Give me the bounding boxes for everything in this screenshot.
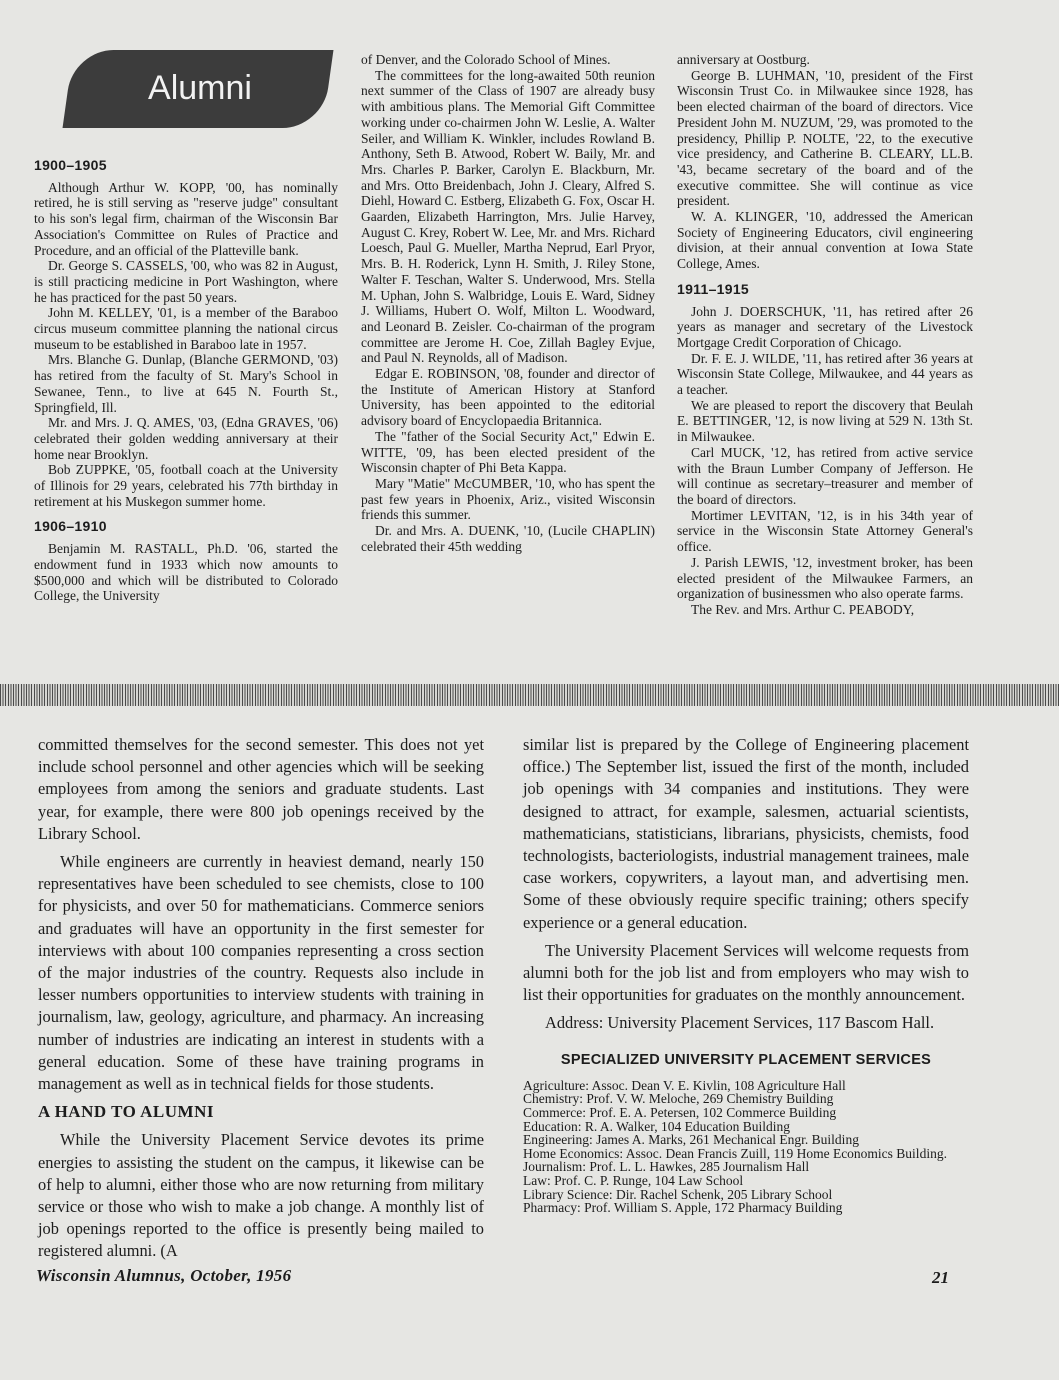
paragraph: Edgar E. ROBINSON, '08, founder and director of the Institute of American History at Stanford University, has been appointed to the editorial advisory board of Encyclopaedia Britannica. <box>361 366 655 429</box>
year-heading: 1911–1915 <box>677 280 750 297</box>
paragraph: Bob ZUPPKE, '05, football coach at the University of Illinois for 29 years, celebrated his 77th birthday in retirement at his Muskegon summer home. <box>34 462 338 509</box>
list-item: Pharmacy: Prof. William S. Apple, 172 Pharmacy Building <box>523 1200 843 1216</box>
paragraph: Dr. F. E. J. WILDE, '11, has retired after 36 years at Wisconsin State College, Milwaukee, and 44 years as a teacher. <box>677 350 973 398</box>
paragraph: similar list is prepared by the College of Engineering placement office.) The September list, issued the first of the month, included job openings with 34 companies and institutions. They were designed to attract, for example, salesmen, actuarial scientists, mathematicians, statisticians, librarians, physicists, chemists, food technologists, bacteriologists, industrial management trainees, male case workers, copywriters, a layout man, and advertising men. Some of these obviously require specific training; others specify experience or a general education. <box>523 735 969 932</box>
services-heading: SPECIALIZED UNIVERSITY PLACEMENT SERVICES <box>560 1051 932 1068</box>
paragraph: We are pleased to report the discovery that Beulah E. BETTINGER, '12, is now living at 529 N. 13th St. in Milwaukee. <box>677 397 973 445</box>
column-2 <box>361 52 655 555</box>
paragraph: Dr. George S. CASSELS, '00, who was 82 in August, is still practicing medicine in Port Washington, where he has practiced for the past 50 years. <box>34 258 338 305</box>
section-heading: A HAND TO ALUMNI <box>38 1102 214 1122</box>
paragraph: committed themselves for the second semester. This does not yet include school personnel and other agencies which will be seeking employees from among the seniors and graduate students. Last year, for example, there were 800 job openings received by the Library School. <box>38 735 484 843</box>
paragraph: The committees for the long-awaited 50th reunion next summer of the Class of 1907 are already busy with ambitious plans. The Memorial Gift Committee working under co-chairmen John W. Leslie, A. Walter Seiler, and William K. Winkler, includes Rowland B. Anthony, Seth B. Atwood, Robert W. Baily, Mr. and Mrs. Charles P. Barker, Carolyn E. Blackburn, Mr. and Mrs. Otto Breidenbach, John J. Cleary, Alfred S. Diehl, Howard C. Estberg, Elizabeth G. Fox, Oscar H. Gaarden, Elizabeth Harrington, Mrs. Julie Harvey, August C. Krey, Robert W. Lee, Mr. and Mrs. Richard Loesch, Paul G. Mueller, Martha Neprud, Earl Pryor, Mrs. B. H. Roderick, Lynn H. Smith, J. Riley Stone, Walter F. Teschan, Walter S. Underwood, Mrs. Stella M. Uphan, John S. Walbridge, Louis E. Ward, Sidney J. Williams, Hubert O. Wolf, Milton L. Woodward, and Leonard B. Zeisler. Co-chairman of the program committee are Jerome H. Coe, Zillah Bagley Evjue, and Paul N. Reynolds, all of Madison. <box>361 67 655 366</box>
column-1 <box>34 148 338 604</box>
paragraph: Benjamin M. RASTALL, Ph.D. '06, started the endowment fund in 1933 which now amounts to $500,000 and which will be distributed to Colorado College, the University <box>34 541 338 604</box>
column-3 <box>677 52 973 618</box>
list-item: Agriculture: Assoc. Dean V. E. Kivlin, 108 Agriculture Hall <box>523 1077 846 1093</box>
paragraph: Carl MUCK, '12, has retired from active service with the Braun Lumber Company of Jefferson. He will continue as secretary–treasurer and member of the board of directors. <box>677 444 973 507</box>
paragraph: of Denver, and the Colorado School of Mines. <box>361 52 611 67</box>
paragraph: Address: University Placement Services, 117 Bascom Hall. <box>545 1013 935 1033</box>
paragraph: Mary "Matie" McCUMBER, '10, who has spent the past few years in Phoenix, Ariz., visited Wisconsin friends this summer. <box>361 475 655 523</box>
bottom-left-column <box>38 734 484 1269</box>
year-heading: 1906–1910 <box>34 518 107 535</box>
paragraph: The Rev. and Mrs. Arthur C. PEABODY, <box>691 601 915 617</box>
list-item: Education: R. A. Walker, 104 Education Building <box>523 1118 790 1134</box>
list-item: Journalism: Prof. L. L. Hawkes, 285 Journalism Hall <box>523 1159 810 1175</box>
publication-footer: Wisconsin Alumnus, October, 1956 <box>36 1266 292 1285</box>
list-item: Library Science: Dir. Rachel Schenk, 205 Library School <box>523 1186 833 1202</box>
paragraph: Dr. and Mrs. A. DUENK, '10, (Lucile CHAPLIN) celebrated their 45th wedding <box>361 523 655 554</box>
paragraph: anniversary at Oostburg. <box>677 52 810 67</box>
list-item: Law: Prof. C. P. Runge, 104 Law School <box>523 1173 744 1188</box>
services-list <box>523 1079 969 1215</box>
paragraph: While engineers are currently in heaviest demand, nearly 150 representatives have been scheduled to see chemists, close to 100 for physicists, and over 50 for mathematicians. Commerce seniors and graduates will have an opportunity in the first semester for interviews with about 100 companies representing a cross section of the major industries of the country. Requests also include in lesser numbers opportunities to interview students with training in journalism, law, geology, agriculture, and pharmacy. An increasing number of industries are indicating an interest in students with a general education. Some of these have training programs in management as well as in technical fields for those students. <box>38 852 484 1094</box>
list-item: Chemistry: Prof. V. W. Meloche, 269 Chemistry Building <box>523 1091 834 1107</box>
list-item: Engineering: James A. Marks, 261 Mechanical Engr. Building <box>523 1132 859 1148</box>
list-item: Commerce: Prof. E. A. Petersen, 102 Commerce Building <box>523 1105 837 1121</box>
paragraph: John J. DOERSCHUK, '11, has retired after 26 years as manager and secretary of the Livestock Mortgage Credit Corporation of Chicago. <box>677 303 973 350</box>
paragraph: Mortimer LEVITAN, '12, is in his 34th year of service in the Wisconsin State Attorney General's office. <box>677 507 973 555</box>
paragraph: W. A. KLINGER, '10, addressed the American Society of Engineering Educators, civil engineering division, at their annual convention at Iowa State College, Ames. <box>677 209 973 272</box>
paragraph: George B. LUHMAN, '10, president of the First Wisconsin Trust Co. in Milwaukee since 1928, has been elected chairman of the board of directors. Vice President John M. NUZUM, '29, was promoted to the presidency, Phillip P. NOLTE, '22, to the executive vice presidency, and Catherine B. CLEARY, LL.B. '43, became secretary of the board and of the executive committee. She will continue as vice president. <box>677 67 973 209</box>
paragraph: Mrs. Blanche G. Dunlap, (Blanche GERMOND, '03) has retired from the faculty of St. Mary's School in Sewanee, Tenn., to live at 645 N. Fourth St., Springfield, Ill. <box>34 352 338 415</box>
section-label: Alumni <box>148 69 252 107</box>
divider-rule <box>0 684 1059 706</box>
paragraph: The University Placement Services will welcome requests from alumni both for the job list and from employers who may wish to list their opportunities for graduates on the monthly announcement. <box>523 940 969 1005</box>
bottom-right-column <box>523 734 969 1215</box>
list-item: Home Economics: Assoc. Dean Francis Zuill, 119 Home Economics Building. <box>523 1145 947 1161</box>
page-number: 21 <box>932 1268 949 1287</box>
paragraph: While the University Placement Service devotes its prime energies to assisting the student on the campus, it likewise can be of help to alumni, either those who are now returning from military service or those who wish to make a job change. A monthly list of job openings reported to the office is presently being mailed to registered alumni. (A <box>38 1130 484 1261</box>
paragraph: Although Arthur W. KOPP, '00, has nominally retired, he is still serving as "reserve judge" consultant to his son's legal firm, chairman of the Wisconsin Bar Association's Committee on Rules of Practice and Procedure, and an official of the Platteville bank. <box>34 179 338 258</box>
paragraph: John M. KELLEY, '01, is a member of the Baraboo circus museum committee planning the national circus museum to be established in Baraboo late in 1957. <box>34 305 338 352</box>
year-heading: 1900–1905 <box>34 157 107 173</box>
paragraph: J. Parish LEWIS, '12, investment broker, has been elected president of the Milwaukee Farmers, an organization of businessmen who also operate farms. <box>677 554 973 602</box>
paragraph: The "father of the Social Security Act," Edwin E. WITTE, '09, has been elected president of the Wisconsin chapter of Phi Beta Kappa. <box>361 428 655 476</box>
paragraph: Mr. and Mrs. J. Q. AMES, '03, (Edna GRAVES, '06) celebrated their golden wedding anniversary at their home near Brooklyn. <box>34 415 338 462</box>
